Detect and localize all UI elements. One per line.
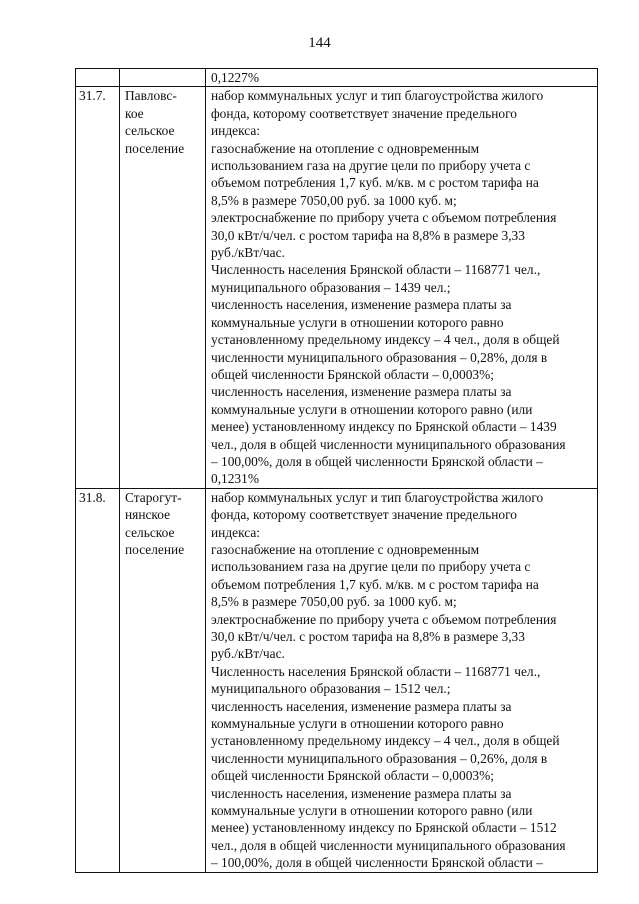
settlement-name-cell (120, 69, 206, 87)
description-line: – 100,00%, доля в общей численности Брянской области – (211, 855, 543, 871)
settlement-name-cell (120, 488, 206, 872)
settlement-name-line: поселение (125, 541, 185, 557)
description-line: коммунальные услуги в отношении которого равно (211, 716, 504, 732)
description-line: менее) установленному индексу по Брянской области – 1439 (211, 419, 557, 435)
description-line: численности муниципального образования – 0,26%, доля в (211, 750, 548, 766)
description-line: общей численности Брянской области – 0,0003%; (211, 768, 494, 784)
description-line: фонда, которому соответствует значение предельного (211, 105, 517, 121)
table-row (76, 69, 598, 87)
description-cell (206, 69, 598, 87)
description-line: электроснабжение по прибору учета с объемом потребления (211, 210, 557, 226)
description-line: 0,1231% (211, 471, 259, 487)
settlement-name-cell (120, 87, 206, 488)
settlement-name-line: Павловс- (125, 88, 177, 104)
description-line: установленному предельному индексу – 4 чел., доля в общей (211, 733, 560, 749)
description-line: использованием газа на другие цели по прибору учета с (211, 158, 531, 174)
description-line: Численность населения Брянской области – 1168771 чел., (211, 663, 541, 679)
description-line: Численность населения Брянской области – 1168771 чел., (211, 262, 541, 278)
table-row (76, 488, 598, 872)
table-row (76, 87, 598, 488)
description-line: газоснабжение на отопление с одновременным (211, 541, 480, 557)
page-number: 144 (308, 35, 331, 51)
description-line: коммунальные услуги в отношении которого равно (или (211, 803, 533, 819)
description-line: 8,5% в размере 7050,00 руб. за 1000 куб. м; (211, 192, 457, 208)
description-cell (206, 87, 598, 488)
item-number-cell (76, 488, 120, 872)
description-line: коммунальные услуги в отношении которого равно (или (211, 401, 533, 417)
description-line: 30,0 кВт/ч/чел. с ростом тарифа на 8,8% в размере 3,33 (211, 227, 525, 243)
description-line: муниципального образования – 1512 чел.; (211, 681, 451, 697)
description-line: общей численности Брянской области – 0,0003%; (211, 366, 494, 382)
description-line: руб./кВт/час. (211, 245, 285, 261)
description-line: руб./кВт/час. (211, 646, 285, 662)
description-line: менее) установленному индексу по Брянской области – 1512 (211, 820, 557, 836)
description-line: чел., доля в общей численности муниципального образования (211, 837, 566, 853)
description-line: газоснабжение на отопление с одновременным (211, 140, 480, 156)
description-line: установленному предельному индексу – 4 чел., доля в общей (211, 332, 560, 348)
description-line: чел., доля в общей численности муниципального образования (211, 436, 566, 452)
description-line: численность населения, изменение размера платы за (211, 785, 512, 801)
description-line: индекса: (211, 123, 261, 139)
settlement-name-line: сельское (125, 524, 175, 540)
description-line: муниципального образования – 1439 чел.; (211, 279, 451, 295)
description-line: набор коммунальных услуг и тип благоустройства жилого (211, 489, 544, 505)
description-line: использованием газа на другие цели по прибору учета с (211, 559, 531, 575)
item-number-cell (76, 69, 120, 87)
settlement-name-line: нянское (125, 507, 171, 523)
description-line: 30,0 кВт/ч/чел. с ростом тарифа на 8,8% в размере 3,33 (211, 629, 525, 644)
description-line: электроснабжение по прибору учета с объемом потребления (211, 611, 557, 627)
description-line: объемом потребления 1,7 куб. м/кв. м с ростом тарифа на (211, 175, 539, 191)
settlement-name-line: Старогут- (125, 489, 182, 505)
description-line: численность населения, изменение размера платы за (211, 384, 512, 400)
description-line: численности муниципального образования – 0,28%, доля в (211, 349, 548, 365)
description-line: численность населения, изменение размера платы за (211, 698, 512, 714)
settlement-name-line: сельское (125, 123, 175, 139)
document-table (75, 68, 598, 873)
description-line: 8,5% в размере 7050,00 руб. за 1000 куб. м; (211, 594, 457, 610)
description-line: объемом потребления 1,7 куб. м/кв. м с ростом тарифа на (211, 576, 539, 592)
settlement-name-line: кое (125, 105, 144, 121)
item-number-cell (76, 87, 120, 488)
description-line: – 100,00%, доля в общей численности Брянской области – (211, 453, 543, 469)
item-number: 31.7. (79, 88, 106, 104)
item-number: 31.8. (79, 489, 106, 505)
description-line: численность населения, изменение размера платы за (211, 297, 512, 313)
description-line: 0,1227% (211, 70, 259, 85)
description-line: набор коммунальных услуг и тип благоустройства жилого (211, 88, 544, 104)
description-line: коммунальные услуги в отношении которого равно (211, 314, 504, 330)
description-line: индекса: (211, 524, 261, 540)
description-line: фонда, которому соответствует значение предельного (211, 507, 517, 523)
settlement-name-line: поселение (125, 140, 185, 156)
description-cell (206, 488, 598, 872)
